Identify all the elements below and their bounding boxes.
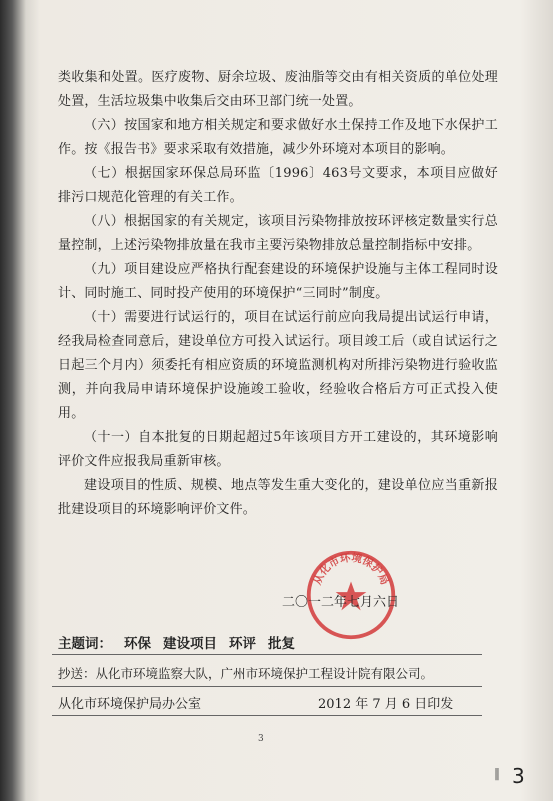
subject-keywords xyxy=(58,632,295,652)
divider xyxy=(52,654,482,655)
paragraph-item-6: （六）按国家和地方相关规定和要求做好水土保持工作及地下水保护工作。按《报告书》要求采取有效措施，减少外环境对本项目的影响。 xyxy=(58,118,498,157)
paragraph-major-change: 建设项目的性质、规模、地点等发生重大变化的，建设单位应当重新报批建设项目的环境影响评价文件。 xyxy=(58,478,498,517)
keyword-item: 批复 xyxy=(268,636,295,652)
body-text xyxy=(58,66,498,522)
cc-line: 抄送：从化市环境监察大队，广州市环境保护工程设计院有限公司。 xyxy=(58,666,434,681)
keywords-label: 主题词： xyxy=(58,636,112,652)
paragraph-item-7: （七）根据国家环保总局环监〔1996〕463号文要求，本项目应做好排污口规范化管理的有关工作。 xyxy=(58,166,498,205)
keyword-item: 环保 xyxy=(124,636,151,652)
paragraph-item-11: （十一）自本批复的日期起超过5年该项目方开工建设的，其环境影响评价文件应报我局重新审核。 xyxy=(58,430,498,469)
paragraph-item-8: （八）根据国家的有关规定，该项目污染物排放按环评核定数量实行总量控制，上述污染物排放量在我市主要污染物排放总量控制指标中安排。 xyxy=(58,214,498,253)
svg-text:从化市环境保护局 xyxy=(311,551,392,587)
corner-page-number: 3 xyxy=(512,764,525,788)
keyword-item: 环评 xyxy=(229,636,256,652)
keyword-item: 建设项目 xyxy=(163,636,217,652)
paragraph-waste-handling: 类收集和处置。医疗废物、厨余垃圾、废油脂等交由有相关资质的单位处理处置，生活垃圾集中收集后交由环卫部门统一处置。 xyxy=(58,70,498,109)
paragraph-item-9: （九）项目建设应严格执行配套建设的环境保护设施与主体工程同时设计、同时施工、同时投产使用的环境保护“三同时”制度。 xyxy=(58,262,498,301)
issuing-office: 从化市环境保护局办公室 xyxy=(58,697,202,712)
issue-date: 2012 年 7 月 6 日印发 xyxy=(318,697,454,712)
signature-date: 二〇一二年七月六日 xyxy=(282,595,400,610)
divider xyxy=(52,686,482,687)
seal-text: 从化市环境保护局 xyxy=(311,552,391,587)
paragraph-item-10: （十）需要进行试运行的，项目在试运行前应向我局提出试运行申请，经我局检查同意后，建设单位方可投入试运行。项目竣工后（或自试运行之日起三个月内）须委托有相应资质的环境监测机构对所排污染物进行验收监测，并向我局申请环境保护设施竣工验收，经验收合格后方可正式投入使用。 xyxy=(58,310,498,421)
corner-mark: ‖ xyxy=(494,766,500,780)
page-number: 3 xyxy=(258,734,264,744)
divider xyxy=(52,715,482,716)
